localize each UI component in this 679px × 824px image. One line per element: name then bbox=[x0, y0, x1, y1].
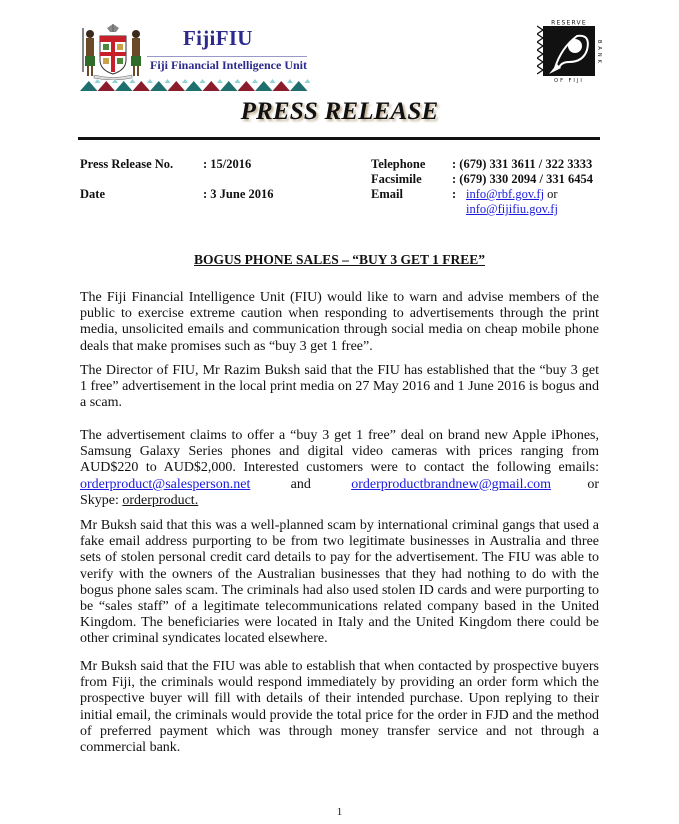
facsimile-label: Facsimile bbox=[371, 172, 422, 186]
rbf-text-top: RESERVE bbox=[551, 19, 587, 27]
paragraph-2: The Director of FIU, Mr Razim Buksh said that the FIU has established that the “buy 3 get 1 free” advertisement in the local print media on 27 May 2016 and 1 June 2016 is bogus and a scam. bbox=[80, 363, 599, 411]
pattern-small-triangle bbox=[252, 79, 258, 83]
paragraph-3-and: and bbox=[290, 476, 311, 492]
pattern-small-triangle bbox=[217, 79, 223, 83]
pattern-small-triangle bbox=[200, 79, 206, 83]
email-link-rbf[interactable]: info@rbf.gov.fj bbox=[466, 187, 545, 201]
email-label: Email bbox=[371, 187, 403, 201]
pattern-small-triangle bbox=[130, 79, 136, 83]
pattern-small-triangle bbox=[305, 79, 311, 83]
org-short-name: FijiFIU bbox=[183, 26, 253, 50]
pattern-small-triangle bbox=[112, 79, 118, 83]
fiji-coat-of-arms-icon bbox=[80, 22, 146, 80]
org-name-divider bbox=[147, 56, 307, 57]
email-link-gmail[interactable]: orderproductbrandnew@gmail.com bbox=[351, 476, 552, 492]
pattern-small-triangle bbox=[182, 79, 188, 83]
org-full-name: Fiji Financial Intelligence Unit bbox=[150, 58, 307, 72]
email-colon: : bbox=[452, 187, 457, 201]
date-label: Date bbox=[80, 187, 105, 201]
page-number: 1 bbox=[336, 806, 343, 818]
document-title: PRESS RELEASE bbox=[240, 98, 439, 125]
paragraph-3-or-skype: or Skype: bbox=[80, 476, 600, 508]
email-line-1 bbox=[466, 187, 558, 202]
rbf-text-bottom: OF FIJI bbox=[554, 78, 584, 84]
telephone-label: Telephone bbox=[371, 157, 426, 171]
date-value: : 3 June 2016 bbox=[203, 187, 274, 201]
pattern-small-triangle bbox=[235, 79, 241, 83]
paragraph-5: Mr Buksh said that the FIU was able to establish that when contacted by prospective buyers from Fiji, the criminals would respond immediately by providing an order form which the prospective buyer will fill with details of their intended purchase. Upon replying to their initial email, the criminals would provide the total price for the order in FJD and the method of preferred payment which was through money transfer service and not through a commercial bank. bbox=[80, 659, 599, 756]
email-link-salesperson[interactable]: orderproduct@salesperson.net bbox=[80, 476, 251, 492]
press-release-label: Press Release No. bbox=[80, 157, 174, 171]
decorative-triangle-pattern bbox=[80, 79, 310, 91]
paragraph-3-text: The advertisement claims to offer a “buy 3 get 1 free” deal on brand new Apple iPhones, Samsung Galaxy Series phones and digital video cameras with prices ranging from AUD$220 to AUD$2,000. Interested customers were to contact the following emails: bbox=[80, 428, 599, 476]
email-or: or bbox=[547, 187, 558, 201]
facsimile-value: : (679) 330 2094 / 331 6454 bbox=[452, 172, 593, 186]
paragraph-1: The Fiji Financial Intelligence Unit (FIU) would like to warn and advise members of the public to exercise extreme caution when responding to advertisements through the print media, unsolicited emails and communication through social media on cheap mobile phone deals that make promises such as “buy 3 get 1 free”. bbox=[80, 290, 599, 354]
paragraph-4: Mr Buksh said that this was a well-planned scam by international criminal gangs that used a fake email address purporting to be from two legitimate businesses in Australia and three sets of stolen personal credit card details to pay for the advertisement. The FIU was able to verify with the owners of the Australian businesses that they had nothing to do with the bogus phone sales scam. The criminals had also used stolen ID cards and were purporting to be “sales staff” of a legitimate telecommunications related company based in the United Kingdom. The beneficiaries were located in Italy and the United Kingdom there could be other criminal syndicates located elsewhere. bbox=[80, 518, 599, 647]
headline-text: BOGUS PHONE SALES – “BUY 3 GET 1 FREE” bbox=[193, 252, 486, 267]
paragraph-3 bbox=[80, 428, 599, 509]
headline bbox=[0, 252, 679, 268]
pattern-small-triangle bbox=[287, 79, 293, 83]
rbf-text-right: BANK bbox=[596, 40, 602, 66]
email-line-2 bbox=[466, 202, 558, 217]
press-release-number: : 15/2016 bbox=[203, 157, 252, 171]
skype-handle: orderproduct. bbox=[122, 492, 199, 508]
pattern-small-triangle bbox=[147, 79, 153, 83]
pattern-small-triangle bbox=[165, 79, 171, 83]
title-divider bbox=[78, 137, 600, 140]
email-link-fiu[interactable]: info@fijifiu.gov.fj bbox=[466, 202, 558, 216]
pattern-small-triangle bbox=[270, 79, 276, 83]
telephone-value: : (679) 331 3611 / 322 3333 bbox=[452, 157, 593, 171]
reserve-bank-of-fiji-logo bbox=[537, 18, 603, 84]
pattern-small-triangle bbox=[95, 79, 101, 83]
